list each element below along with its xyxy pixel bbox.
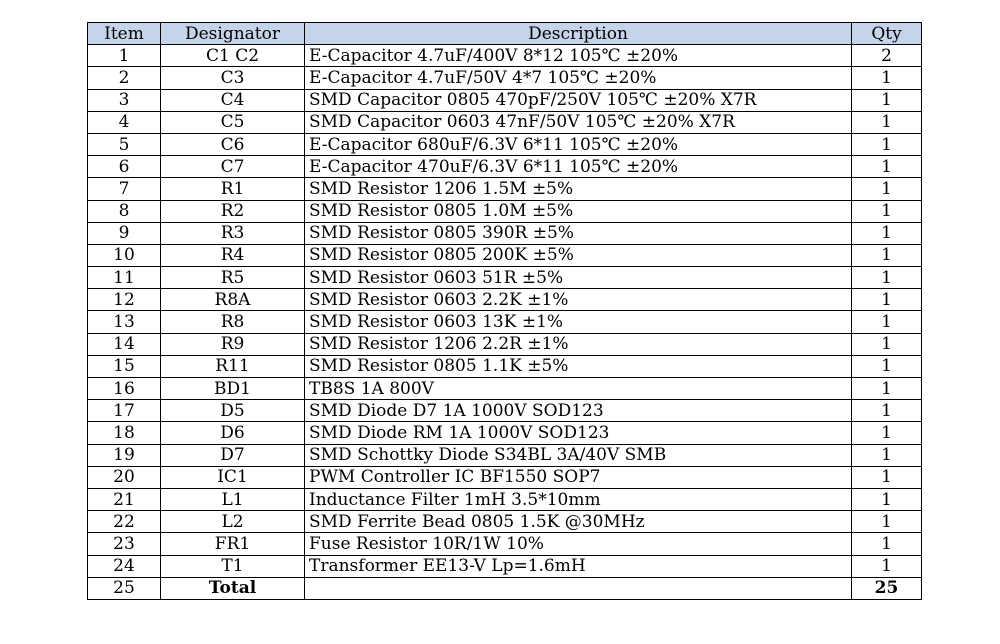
total-qty: 25 — [852, 577, 922, 599]
table-row — [88, 178, 922, 200]
item-cell: 16 — [88, 378, 161, 400]
designator-cell: C4 — [161, 89, 305, 111]
item-cell: 22 — [88, 511, 161, 533]
description-cell: E-Capacitor 680uF/6.3V 6*11 105℃ ±20% — [305, 133, 852, 155]
qty-cell: 1 — [852, 178, 922, 200]
designator-cell: D5 — [161, 400, 305, 422]
table-row — [88, 378, 922, 400]
designator-cell: D7 — [161, 444, 305, 466]
item-cell: 15 — [88, 355, 161, 377]
table-row — [88, 355, 922, 377]
description-cell: SMD Resistor 0603 51R ±5% — [305, 267, 852, 289]
qty-cell: 1 — [852, 89, 922, 111]
designator-cell: R11 — [161, 355, 305, 377]
description-cell: E-Capacitor 470uF/6.3V 6*11 105℃ ±20% — [305, 156, 852, 178]
header-description: Description — [305, 23, 852, 45]
designator-cell: L1 — [161, 488, 305, 510]
designator-cell: C7 — [161, 156, 305, 178]
table-row — [88, 333, 922, 355]
item-cell: 18 — [88, 422, 161, 444]
designator-cell: C6 — [161, 133, 305, 155]
designator-cell: FR1 — [161, 533, 305, 555]
item-cell: 21 — [88, 488, 161, 510]
description-cell: SMD Resistor 0603 2.2K ±1% — [305, 289, 852, 311]
table-row — [88, 45, 922, 67]
table-row — [88, 488, 922, 510]
header-row — [88, 23, 922, 45]
qty-cell: 1 — [852, 244, 922, 266]
item-cell: 3 — [88, 89, 161, 111]
table-row — [88, 244, 922, 266]
qty-cell: 1 — [852, 133, 922, 155]
table-row — [88, 267, 922, 289]
description-cell: PWM Controller IC BF1550 SOP7 — [305, 466, 852, 488]
designator-cell: R4 — [161, 244, 305, 266]
header-designator: Designator — [161, 23, 305, 45]
qty-cell: 1 — [852, 533, 922, 555]
qty-cell: 1 — [852, 378, 922, 400]
qty-cell: 1 — [852, 267, 922, 289]
item-cell: 1 — [88, 45, 161, 67]
item-cell: 8 — [88, 200, 161, 222]
description-cell: TB8S 1A 800V — [305, 378, 852, 400]
table-row — [88, 533, 922, 555]
table-row — [88, 400, 922, 422]
table-row — [88, 89, 922, 111]
qty-cell: 1 — [852, 400, 922, 422]
item-cell: 19 — [88, 444, 161, 466]
total-label: Total — [161, 577, 305, 599]
item-cell: 23 — [88, 533, 161, 555]
description-cell: SMD Resistor 0805 1.0M ±5% — [305, 200, 852, 222]
table-row — [88, 511, 922, 533]
designator-cell: R5 — [161, 267, 305, 289]
description-cell: SMD Resistor 1206 2.2R ±1% — [305, 333, 852, 355]
total-row — [88, 577, 922, 599]
designator-cell: R3 — [161, 222, 305, 244]
total-item-cell: 25 — [88, 577, 161, 599]
designator-cell: R8 — [161, 311, 305, 333]
item-cell: 10 — [88, 244, 161, 266]
item-cell: 7 — [88, 178, 161, 200]
qty-cell: 1 — [852, 111, 922, 133]
qty-cell: 1 — [852, 67, 922, 89]
description-cell: SMD Ferrite Bead 0805 1.5K @30MHz — [305, 511, 852, 533]
item-cell: 4 — [88, 111, 161, 133]
designator-cell: C1 C2 — [161, 45, 305, 67]
designator-cell: R1 — [161, 178, 305, 200]
description-cell: Inductance Filter 1mH 3.5*10mm — [305, 488, 852, 510]
item-cell: 2 — [88, 67, 161, 89]
description-cell: SMD Diode RM 1A 1000V SOD123 — [305, 422, 852, 444]
total-description-cell — [305, 577, 852, 599]
item-cell: 5 — [88, 133, 161, 155]
description-cell: Transformer EE13-V Lp=1.6mH — [305, 555, 852, 577]
designator-cell: R8A — [161, 289, 305, 311]
item-cell: 12 — [88, 289, 161, 311]
table-row — [88, 111, 922, 133]
description-cell: Fuse Resistor 10R/1W 10% — [305, 533, 852, 555]
description-cell: SMD Resistor 1206 1.5M ±5% — [305, 178, 852, 200]
item-cell: 20 — [88, 466, 161, 488]
description-cell: SMD Capacitor 0805 470pF/250V 105℃ ±20% X7R — [305, 89, 852, 111]
table-row — [88, 466, 922, 488]
item-cell: 24 — [88, 555, 161, 577]
header-qty: Qty — [852, 23, 922, 45]
item-cell: 17 — [88, 400, 161, 422]
table-row — [88, 133, 922, 155]
bom-body — [88, 45, 922, 578]
designator-cell: C3 — [161, 67, 305, 89]
designator-cell: D6 — [161, 422, 305, 444]
description-cell: SMD Schottky Diode S34BL 3A/40V SMB — [305, 444, 852, 466]
designator-cell: L2 — [161, 511, 305, 533]
item-cell: 13 — [88, 311, 161, 333]
qty-cell: 1 — [852, 355, 922, 377]
description-cell: E-Capacitor 4.7uF/400V 8*12 105℃ ±20% — [305, 45, 852, 67]
table-row — [88, 289, 922, 311]
table-row — [88, 200, 922, 222]
table-row — [88, 422, 922, 444]
table-row — [88, 444, 922, 466]
designator-cell: R2 — [161, 200, 305, 222]
header-item: Item — [88, 23, 161, 45]
qty-cell: 1 — [852, 200, 922, 222]
table-row — [88, 156, 922, 178]
description-cell: SMD Resistor 0805 200K ±5% — [305, 244, 852, 266]
qty-cell: 1 — [852, 511, 922, 533]
qty-cell: 1 — [852, 444, 922, 466]
description-cell: SMD Diode D7 1A 1000V SOD123 — [305, 400, 852, 422]
designator-cell: IC1 — [161, 466, 305, 488]
qty-cell: 2 — [852, 45, 922, 67]
designator-cell: BD1 — [161, 378, 305, 400]
description-cell: SMD Resistor 0805 390R ±5% — [305, 222, 852, 244]
qty-cell: 1 — [852, 466, 922, 488]
qty-cell: 1 — [852, 311, 922, 333]
table-row — [88, 67, 922, 89]
description-cell: SMD Resistor 0805 1.1K ±5% — [305, 355, 852, 377]
table-row — [88, 222, 922, 244]
designator-cell: T1 — [161, 555, 305, 577]
table-row — [88, 555, 922, 577]
qty-cell: 1 — [852, 222, 922, 244]
qty-cell: 1 — [852, 555, 922, 577]
table-row — [88, 311, 922, 333]
item-cell: 14 — [88, 333, 161, 355]
designator-cell: C5 — [161, 111, 305, 133]
qty-cell: 1 — [852, 333, 922, 355]
item-cell: 9 — [88, 222, 161, 244]
designator-cell: R9 — [161, 333, 305, 355]
qty-cell: 1 — [852, 289, 922, 311]
description-cell: SMD Resistor 0603 13K ±1% — [305, 311, 852, 333]
qty-cell: 1 — [852, 488, 922, 510]
description-cell: E-Capacitor 4.7uF/50V 4*7 105℃ ±20% — [305, 67, 852, 89]
bom-table — [87, 22, 922, 600]
qty-cell: 1 — [852, 422, 922, 444]
item-cell: 6 — [88, 156, 161, 178]
description-cell: SMD Capacitor 0603 47nF/50V 105℃ ±20% X7R — [305, 111, 852, 133]
qty-cell: 1 — [852, 156, 922, 178]
item-cell: 11 — [88, 267, 161, 289]
